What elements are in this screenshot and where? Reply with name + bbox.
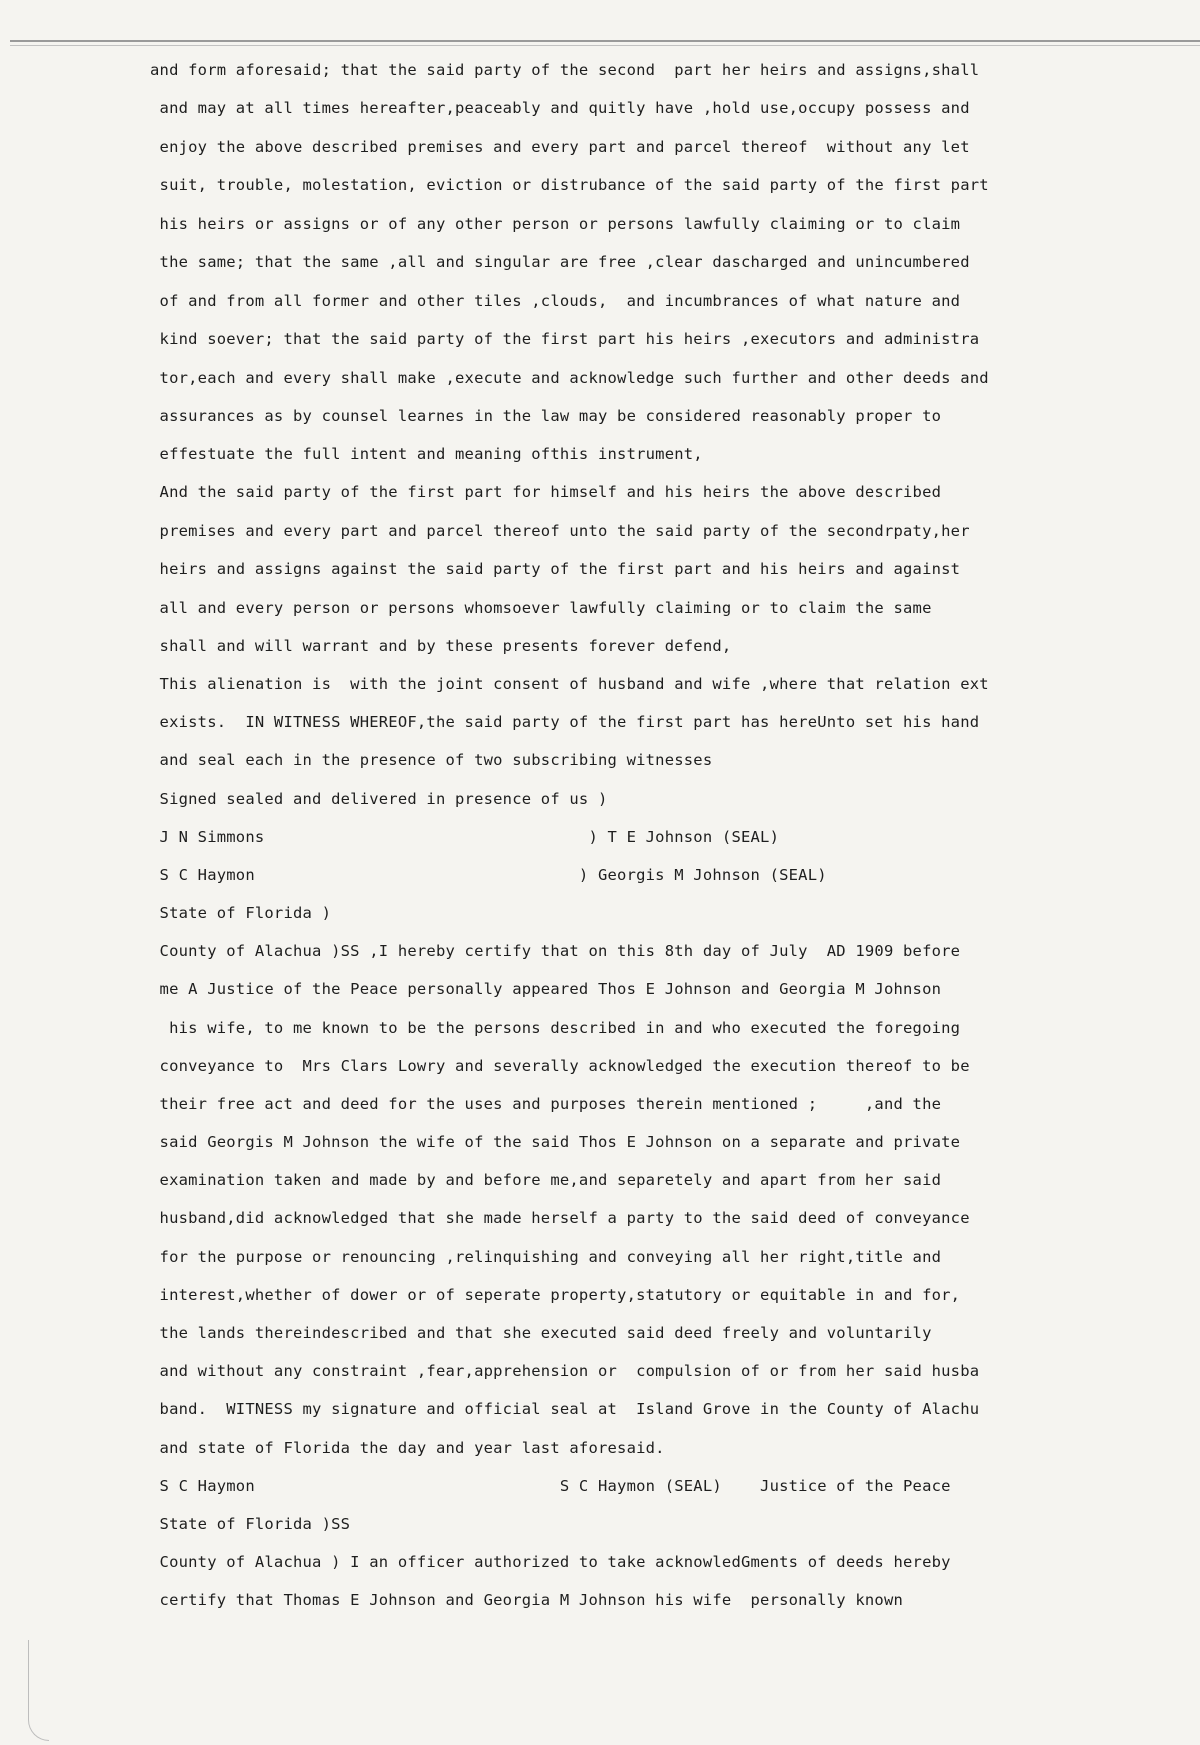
document-line-41: certify that Thomas E Johnson and Georgia M Johnson his wife personally known <box>150 1591 904 1609</box>
document-line-8: kind soever; that the said party of the first part his heirs ,executors and administra <box>150 330 980 348</box>
document-line-37: and state of Florida the day and year last aforesaid. <box>150 1439 665 1457</box>
document-line-23: State of Florida ) <box>150 904 332 922</box>
document-line-36: band. WITNESS my signature and official seal at Island Grove in the County of Alachu <box>150 1400 980 1418</box>
document-line-39: State of Florida )SS <box>150 1515 351 1533</box>
document-line-38: S C Haymon S C Haymon (SEAL) Justice of the Peace <box>150 1477 951 1495</box>
document-line-14: heirs and assigns against the said party of the first part and his heirs and against <box>150 560 961 578</box>
top-rule <box>10 40 1200 42</box>
document-line-28: their free act and deed for the uses and purposes therein mentioned ; ,and the <box>150 1095 942 1113</box>
document-line-30: examination taken and made by and before me,and separetely and apart from her said <box>150 1171 942 1189</box>
document-line-29: said Georgis M Johnson the wife of the said Thos E Johnson on a separate and private <box>150 1133 961 1151</box>
document-line-13: premises and every part and parcel thereof unto the said party of the secondrpaty,her <box>150 522 970 540</box>
document-line-32: for the purpose or renouncing ,relinquishing and conveying all her right,title and <box>150 1248 942 1266</box>
document-line-20: Signed sealed and delivered in presence of us ) <box>150 790 608 808</box>
document-line-19: and seal each in the presence of two subscribing witnesses <box>150 751 713 769</box>
document-line-6: the same; that the same ,all and singular are free ,clear dascharged and unincumbered <box>150 253 970 271</box>
document-line-27: conveyance to Mrs Clars Lowry and severally acknowledged the execution thereof to be <box>150 1057 970 1075</box>
document-line-33: interest,whether of dower or of seperate property,statutory or equitable in and for, <box>150 1286 961 1304</box>
document-line-21: J N Simmons ) T E Johnson (SEAL) <box>150 828 780 846</box>
document-line-35: and without any constraint ,fear,apprehension or compulsion of or from her said husba <box>150 1362 980 1380</box>
document-line-11: effestuate the full intent and meaning ofthis instrument, <box>150 445 703 463</box>
document-line-16: shall and will warrant and by these presents forever defend, <box>150 637 732 655</box>
document-line-22: S C Haymon ) Georgis M Johnson (SEAL) <box>150 866 827 884</box>
document-line-15: all and every person or persons whomsoever lawfully claiming or to claim the same <box>150 599 932 617</box>
document-line-5: his heirs or assigns or of any other person or persons lawfully claiming or to claim <box>150 215 961 233</box>
document-line-18: exists. IN WITNESS WHEREOF,the said party of the first part has hereUnto set his hand <box>150 713 980 731</box>
document-line-26: his wife, to me known to be the persons described in and who executed the foregoing <box>150 1019 961 1037</box>
document-line-34: the lands thereindescribed and that she executed said deed freely and voluntarily <box>150 1324 932 1342</box>
document-line-2: and may at all times hereafter,peaceably and quitly have ,hold use,occupy possess and <box>150 99 970 117</box>
document-line-25: me A Justice of the Peace personally appeared Thos E Johnson and Georgia M Johnson <box>150 980 942 998</box>
document-line-17: This alienation is with the joint consent of husband and wife ,where that relation ext <box>150 675 989 693</box>
document-line-3: enjoy the above described premises and every part and parcel thereof without any let <box>150 138 970 156</box>
document-line-1: and form aforesaid; that the said party of the second part her heirs and assigns,shall <box>150 61 980 79</box>
top-rule-secondary <box>10 45 1200 46</box>
page-corner-edge <box>28 1640 49 1741</box>
document-line-40: County of Alachua ) I an officer authorized to take acknowledGments of deeds hereby <box>150 1553 951 1571</box>
document-line-7: of and from all former and other tiles ,clouds, and incumbrances of what nature and <box>150 292 961 310</box>
document-line-4: suit, trouble, molestation, eviction or distrubance of the said party of the first part <box>150 176 989 194</box>
document-line-31: husband,did acknowledged that she made herself a party to the said deed of conveyance <box>150 1209 970 1227</box>
document-line-12: And the said party of the first part for himself and his heirs the above described <box>150 483 942 501</box>
document-line-9: tor,each and every shall make ,execute and acknowledge such further and other deeds and <box>150 369 989 387</box>
document-line-24: County of Alachua )SS ,I hereby certify that on this 8th day of July AD 1909 before <box>150 942 961 960</box>
document-line-10: assurances as by counsel learnes in the law may be considered reasonably proper to <box>150 407 942 425</box>
